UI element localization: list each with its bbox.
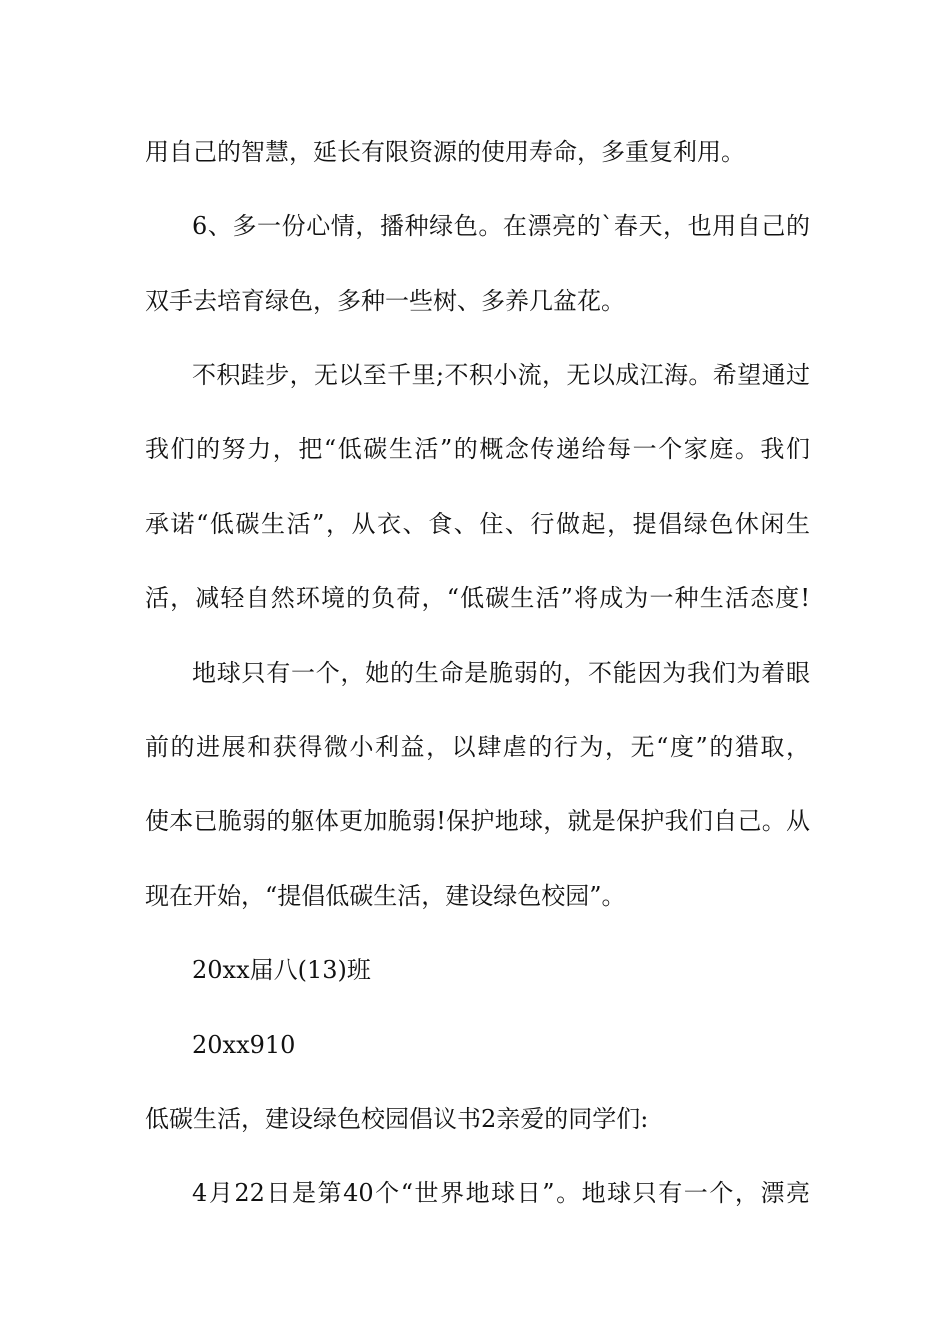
- text-line-6: 承诺“低碳生活”，从衣、食、住、行做起，提倡绿色休闲生: [145, 510, 810, 538]
- text-line-1: 用自己的智慧，延长有限资源的使用寿命，多重复利用。: [145, 138, 745, 166]
- text-line-13: 20xx910: [192, 1031, 296, 1059]
- text-line-12: 20xx届八(13)班: [192, 956, 371, 984]
- text-line-4: 不积跬步，无以至千里;不积小流，无以成江海。希望通过: [192, 361, 810, 389]
- text-line-8: 地球只有一个，她的生命是脆弱的，不能因为我们为着眼: [192, 659, 810, 687]
- text-line-3: 双手去培育绿色，多种一些树、多养几盆花。: [145, 287, 625, 315]
- text-line-14: 低碳生活，建设绿色校园倡议书2亲爱的同学们:: [145, 1105, 649, 1133]
- text-line-15: 4月22日是第40个“世界地球日”。地球只有一个，漂亮: [192, 1179, 810, 1207]
- text-line-10: 使本已脆弱的躯体更加脆弱!保护地球，就是保护我们自己。从: [145, 807, 810, 835]
- text-line-7: 活，减轻自然环境的负荷，“低碳生活”将成为一种生活态度!: [145, 584, 810, 612]
- text-line-2: 6、多一份心情，播种绿色。在漂亮的`春天，也用自己的: [192, 212, 810, 240]
- text-line-9: 前的进展和获得微小利益，以肆虐的行为，无“度”的猎取，: [145, 733, 810, 761]
- text-line-11: 现在开始，“提倡低碳生活，建设绿色校园”。: [145, 882, 626, 910]
- text-line-5: 我们的努力，把“低碳生活”的概念传递给每一个家庭。我们: [145, 435, 810, 463]
